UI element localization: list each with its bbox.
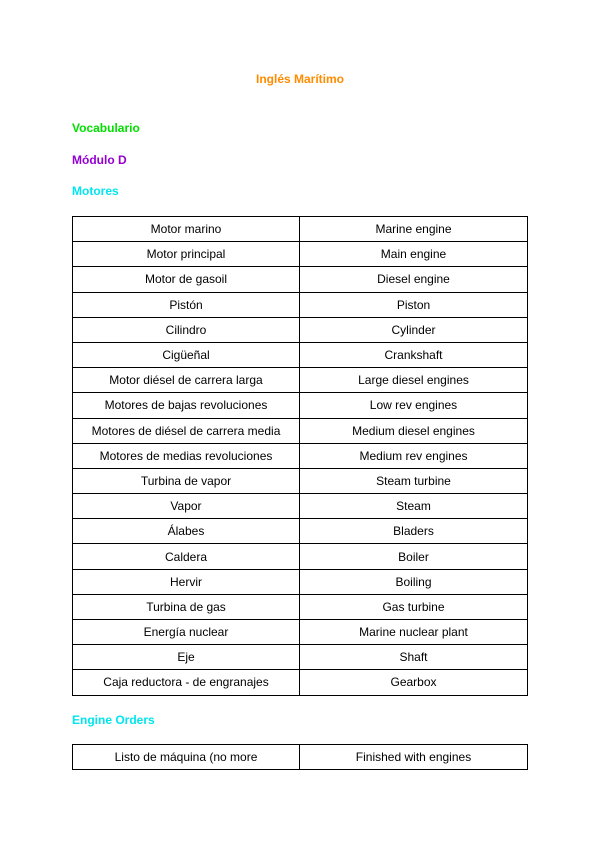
table-row (73, 494, 528, 519)
table-row (73, 569, 528, 594)
spanish-term-cell: Vapor (73, 494, 300, 519)
table-row (73, 594, 528, 619)
vocabulary-heading: Vocabulario (72, 121, 140, 135)
english-term-cell: Medium diesel engines (300, 418, 528, 443)
english-term-cell: Gearbox (300, 670, 528, 695)
english-term-cell: Main engine (300, 242, 528, 267)
spanish-term-cell: Caldera (73, 544, 300, 569)
spanish-term-cell: Hervir (73, 569, 300, 594)
table-row (73, 519, 528, 544)
spanish-term-cell: Motores de bajas revoluciones (73, 393, 300, 418)
engine-orders-heading: Engine Orders (72, 713, 155, 727)
table-row (73, 317, 528, 342)
spanish-term-cell: Caja reductora - de engranajes (73, 670, 300, 695)
table-row (73, 443, 528, 468)
english-term-cell: Diesel engine (300, 267, 528, 292)
motores-table (72, 216, 528, 696)
table-row (73, 670, 528, 695)
spanish-term-cell: Motor marino (73, 217, 300, 242)
table-row (73, 645, 528, 670)
table-row (73, 368, 528, 393)
table-row (73, 342, 528, 367)
english-term-cell: Steam turbine (300, 468, 528, 493)
motores-heading: Motores (72, 184, 119, 198)
page-title: Inglés Marítimo (255, 72, 344, 86)
spanish-term-cell: Motor principal (73, 242, 300, 267)
table-row (73, 418, 528, 443)
english-term-cell: Medium rev engines (300, 443, 528, 468)
spanish-term-cell: Eje (73, 645, 300, 670)
english-term-cell: Gas turbine (300, 594, 528, 619)
spanish-term-cell: Pistón (73, 292, 300, 317)
table-row (73, 267, 528, 292)
english-term-cell: Crankshaft (300, 342, 528, 367)
table-row (73, 217, 528, 242)
table-row (73, 745, 528, 770)
spanish-term-cell: Turbina de vapor (73, 468, 300, 493)
english-term-cell: Marine nuclear plant (300, 620, 528, 645)
english-term-cell: Steam (300, 494, 528, 519)
spanish-term-cell: Cilindro (73, 317, 300, 342)
spanish-term-cell: Cigüeñal (73, 342, 300, 367)
english-term-cell: Marine engine (300, 217, 528, 242)
english-term-cell: Large diesel engines (300, 368, 528, 393)
english-term-cell: Boiler (300, 544, 528, 569)
english-term-cell: Low rev engines (300, 393, 528, 418)
table-row (73, 292, 528, 317)
table-row (73, 544, 528, 569)
english-term-cell: Piston (300, 292, 528, 317)
table-row (73, 393, 528, 418)
spanish-term-cell: Motor diésel de carrera larga (73, 368, 300, 393)
english-term-cell: Bladers (300, 519, 528, 544)
spanish-term-cell: Motor de gasoil (73, 267, 300, 292)
spanish-term-cell: Motores de medias revoluciones (73, 443, 300, 468)
spanish-term-cell: Listo de máquina (no more (73, 745, 300, 770)
table-row (73, 620, 528, 645)
spanish-term-cell: Motores de diésel de carrera media (73, 418, 300, 443)
english-term-cell: Cylinder (300, 317, 528, 342)
english-term-cell: Shaft (300, 645, 528, 670)
spanish-term-cell: Álabes (73, 519, 300, 544)
table-row (73, 242, 528, 267)
spanish-term-cell: Energía nuclear (73, 620, 300, 645)
english-term-cell: Boiling (300, 569, 528, 594)
engine-orders-table (72, 744, 528, 770)
module-heading: Módulo D (72, 153, 127, 167)
english-term-cell: Finished with engines (300, 745, 528, 770)
table-row (73, 468, 528, 493)
spanish-term-cell: Turbina de gas (73, 594, 300, 619)
